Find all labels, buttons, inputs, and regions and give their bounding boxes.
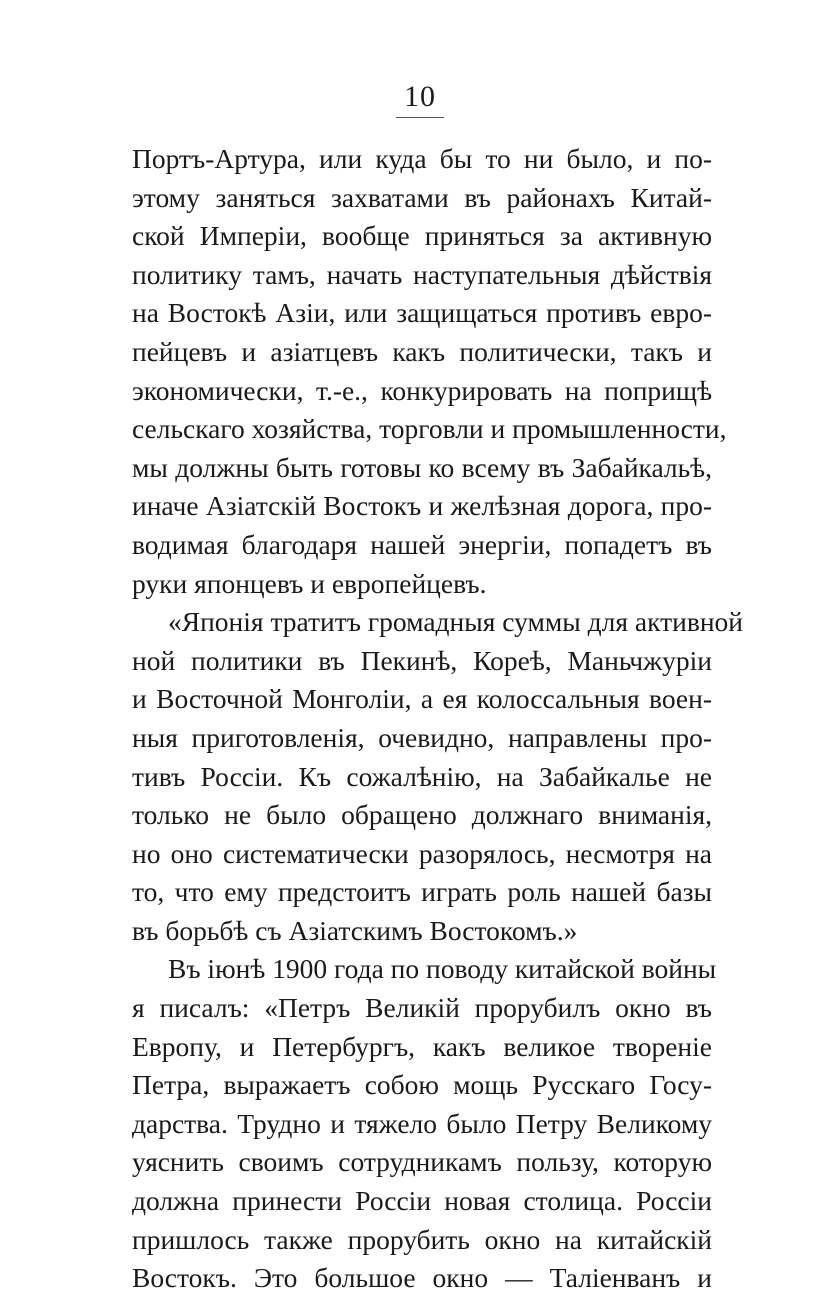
body-text — [132, 140, 744, 1298]
text-line: и Восточной Монголіи, а ея колоссальныя воен- — [132, 683, 712, 715]
text-line: мы должны быть готовы ко всему въ Забайкальѣ, — [132, 451, 712, 483]
text-line: дарства. Трудно и тяжело было Петру Великому — [132, 1107, 712, 1139]
text-line: политику тамъ, начать наступательныя дѣйствія — [132, 258, 712, 290]
text-line: то, что ему предстоитъ играть роль нашей базы — [132, 876, 712, 908]
text-line: я писалъ: «Петръ Великій прорубилъ окно въ — [132, 992, 712, 1024]
text-line: въ борьбѣ съ Азіатскимъ Востокомъ.» — [132, 914, 578, 946]
text-line: сельскаго хозяйства, торговли и промышленности, — [132, 413, 727, 445]
text-line: этому заняться захватами въ районахъ Китай- — [132, 181, 712, 213]
text-line: иначе Азіатскій Востокъ и желѣзная дорога, про- — [132, 490, 712, 522]
text-line: на Востокѣ Азіи, или защищаться противъ евро- — [132, 297, 712, 329]
text-line: только не было обращено должнаго вниманія, — [132, 799, 712, 831]
text-line: но оно систематически разорялось, несмотря на — [132, 837, 712, 869]
text-line: пришлось также прорубить окно на китайскій — [132, 1223, 712, 1255]
page-number-rule — [396, 117, 444, 118]
text-line: Портъ-Артура, или куда бы то ни было, и по- — [132, 143, 712, 174]
text-line: «Японія тратитъ громадныя суммы для активной — [168, 606, 744, 638]
text-line: водимая благодаря нашей энергіи, попадетъ въ — [132, 528, 712, 560]
text-line: Петра, выражаетъ собою мощь Русскаго Госу- — [132, 1069, 712, 1101]
text-line: ныя приготовленія, очевидно, направлены про- — [132, 721, 712, 753]
page-number: 10 — [404, 80, 436, 113]
text-line: уяснить своимъ сотрудникамъ пользу, которую — [132, 1146, 712, 1178]
text-line: ной политики въ Пекинѣ, Кореѣ, Маньчжуріи — [132, 644, 712, 676]
text-line: Востокъ. Это большое окно — Таліенванъ и — [132, 1262, 712, 1294]
text-line: тивъ Россіи. Къ сожалѣнію, на Забайкалье не — [132, 760, 712, 792]
text-line: Въ іюнѣ 1900 года по поводу китайской войны — [168, 953, 717, 985]
text-line: руки японцевъ и европейцевъ. — [132, 567, 487, 599]
text-line: ской Имперіи, вообще приняться за активную — [132, 220, 712, 252]
text-line: должна принести Россіи новая столица. Россіи — [132, 1185, 712, 1217]
text-line: пейцевъ и азіатцевъ какъ политически, такъ и — [132, 335, 712, 367]
text-line: Европу, и Петербургъ, какъ великое твореніе — [132, 1030, 712, 1062]
text-line: экономически, т.-е., конкурировать на поприщѣ — [132, 374, 712, 406]
